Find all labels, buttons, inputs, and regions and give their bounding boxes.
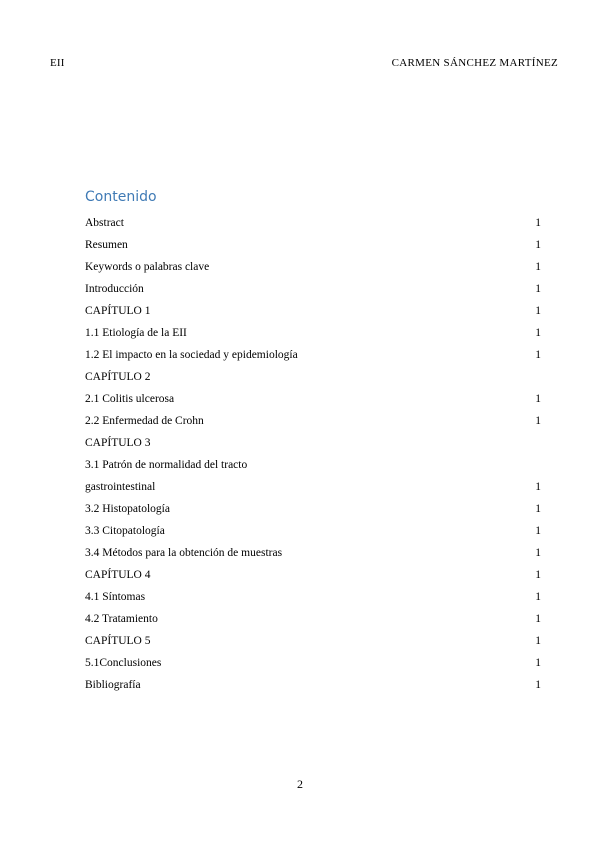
toc-entry-page: 1	[535, 393, 541, 405]
toc-entry-2-2[interactable]	[85, 411, 541, 433]
toc-entry-capitulo-5[interactable]	[85, 631, 541, 653]
toc-entry-capitulo-1[interactable]	[85, 301, 541, 323]
toc-entry-page: 1	[535, 525, 541, 537]
toc-entry-4-1[interactable]	[85, 587, 541, 609]
toc-entry-2-1[interactable]	[85, 389, 541, 411]
toc-entry-title: 3.2 Histopatología	[85, 503, 170, 515]
toc-entry-page: 1	[535, 569, 541, 581]
toc-entry-1-1[interactable]	[85, 323, 541, 345]
toc-entry-page: 1	[535, 349, 541, 361]
toc-entry-resumen[interactable]	[85, 235, 541, 257]
toc-entry-page: 1	[535, 635, 541, 647]
toc-entry-title: Introducción	[85, 283, 144, 295]
toc-entry-page: 1	[535, 591, 541, 603]
toc-entry-title: 4.1 Síntomas	[85, 591, 146, 603]
toc-entry-page: 1	[535, 657, 541, 669]
toc-entry-title: Bibliografía	[85, 679, 141, 691]
toc-entry-page: 1	[535, 327, 541, 339]
toc-entry-title: 2.1 Colitis ulcerosa	[85, 393, 175, 405]
toc-entry-title: Abstract	[85, 217, 124, 229]
toc-entry-title: 3.4 Métodos para la obtención de muestras	[85, 547, 283, 559]
toc-entry-3-4[interactable]	[85, 543, 541, 565]
toc-entry-3-1-continued[interactable]	[85, 477, 541, 499]
toc-entry-capitulo-3[interactable]	[85, 433, 541, 455]
toc-entry-page: 1	[535, 261, 541, 273]
toc-entry-page: 1	[535, 679, 541, 691]
toc-entry-page: 1	[535, 305, 541, 317]
toc-entry-capitulo-2[interactable]	[85, 367, 541, 389]
toc-entry-title: gastrointestinal	[85, 481, 156, 493]
toc-entry-capitulo-4[interactable]	[85, 565, 541, 587]
toc-entry-page: 1	[535, 239, 541, 251]
toc-entry-title: CAPÍTULO 2	[85, 371, 151, 383]
toc-entry-page: 1	[535, 481, 541, 493]
toc-entry-title: 2.2 Enfermedad de Crohn	[85, 415, 204, 427]
toc-entry-keywords[interactable]	[85, 257, 541, 279]
toc-entry-title: 5.1Conclusiones	[85, 657, 162, 669]
toc-entry-page: 1	[535, 547, 541, 559]
toc-heading: Contenido	[85, 189, 157, 205]
toc-entry-page: 1	[535, 503, 541, 515]
toc-entry-page: 1	[535, 613, 541, 625]
toc-entry-introduccion[interactable]	[85, 279, 541, 301]
toc-entry-3-3[interactable]	[85, 521, 541, 543]
toc-entry-abstract[interactable]	[85, 213, 541, 235]
toc-entry-5-1[interactable]	[85, 653, 541, 675]
toc-entry-4-2[interactable]	[85, 609, 541, 631]
header-author: CARMEN SÁNCHEZ MARTÍNEZ	[391, 57, 558, 69]
toc-entry-title: Keywords o palabras clave	[85, 261, 210, 273]
toc-entry-title: 3.3 Citopatología	[85, 525, 165, 537]
page-number: 2	[297, 777, 303, 791]
toc-entry-title: CAPÍTULO 4	[85, 569, 151, 581]
toc-entry-page: 1	[535, 415, 541, 427]
toc-entry-title: 1.2 El impacto en la sociedad y epidemiología	[85, 349, 298, 361]
toc-entry-title: 1.1 Etiología de la EII	[85, 327, 187, 339]
toc-entry-1-2[interactable]	[85, 345, 541, 367]
toc-entry-title: CAPÍTULO 3	[85, 437, 151, 449]
toc-entry-page: 1	[535, 283, 541, 295]
toc-entry-title: Resumen	[85, 239, 128, 251]
toc-entry-title: 4.2 Tratamiento	[85, 613, 158, 625]
toc-entry-page: 1	[535, 217, 541, 229]
toc-entry-title: CAPÍTULO 5	[85, 635, 151, 647]
toc-entry-3-2[interactable]	[85, 499, 541, 521]
toc-entry-bibliografia[interactable]	[85, 675, 541, 697]
toc-entry-title: CAPÍTULO 1	[85, 305, 151, 317]
toc-entry-3-1[interactable]	[85, 455, 541, 477]
header-left-text: EII	[50, 57, 65, 69]
toc-entry-title: 3.1 Patrón de normalidad del tracto	[85, 459, 248, 471]
table-of-contents	[85, 213, 541, 697]
